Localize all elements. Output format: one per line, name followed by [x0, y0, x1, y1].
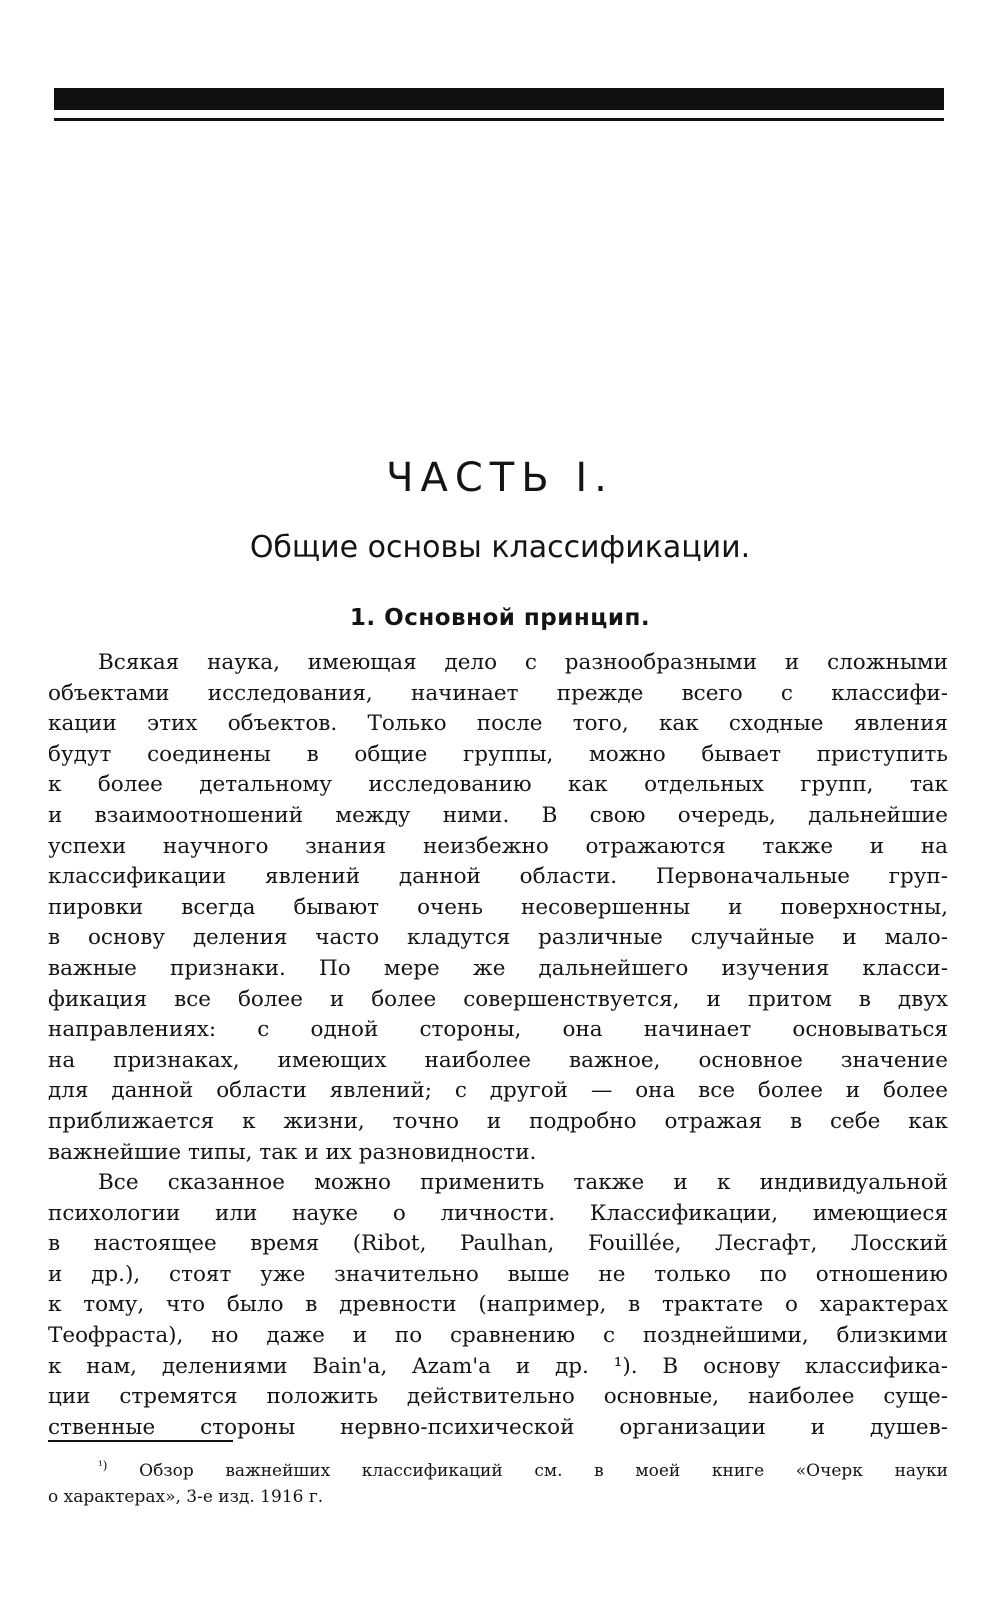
paragraph-line: ственные стороны нервно-психической организации и душев- [48, 1414, 948, 1440]
paragraph-line: к тому, что было в древности (например, в трактате о характерах [48, 1292, 948, 1318]
paragraph-line: классификации явлений данной области. Первоначальные груп- [48, 864, 948, 890]
paragraph-line: Теофраста), но даже и по сравнению с позднейшими, близкими [48, 1323, 948, 1349]
footnote-line: о характерах», 3-е изд. 1916 г. [48, 1487, 324, 1507]
paragraph-line: важнейшие типы, так и их разновидности. [48, 1139, 537, 1165]
body-text [48, 648, 948, 1443]
paragraph-1 [48, 648, 948, 1168]
footnote [48, 1458, 948, 1510]
paragraph-line: важные признаки. По мере же дальнейшего изучения класси- [48, 955, 948, 981]
paragraph-line: и др.), стоят уже значительно выше не только по отношению [48, 1261, 948, 1287]
part-title: ЧАСТЬ I. [386, 455, 614, 501]
footnote-text: Обзор важнейших классификаций см. в моей книге «Очерк науки [139, 1461, 948, 1481]
paragraph-line: успехи научного знания неизбежно отражаются также и на [48, 833, 948, 859]
footnote-divider [48, 1440, 233, 1442]
paragraph-line: к более детальному исследованию как отдельных групп, так [48, 772, 948, 798]
paragraph-line: к нам, делениями Bain'a, Azam'a и др. ¹). В основу классифика- [48, 1353, 948, 1379]
paragraph-line: кации этих объектов. Только после того, как сходные явления [48, 711, 948, 737]
paragraph-line: Все сказанное можно применить также и к индивидуальной [98, 1170, 948, 1196]
paragraph-line: пировки всегда бывают очень несовершенны и поверхностны, [48, 894, 948, 920]
paragraph-line: психологии или науке о личности. Классификации, имеющиеся [48, 1200, 948, 1226]
header-thin-rule [54, 118, 944, 121]
paragraph-line: фикация все более и более совершенствуется, и притом в двух [48, 986, 948, 1012]
paragraph-line: будут соединены в общие группы, можно бывает приступить [48, 741, 948, 767]
paragraph-line: для данной области явлений; с другой — она все более и более [48, 1078, 948, 1104]
paragraph-line: объектами исследования, начинает прежде всего с классифи- [48, 680, 948, 706]
paragraph-line: Всякая наука, имеющая дело с разнообразными и сложными [98, 650, 948, 675]
paragraph-line: приближается к жизни, точно и подробно отражая в себе как [48, 1108, 948, 1134]
paragraph-line: в настоящее время (Ribot, Paulhan, Fouillée, Лесгафт, Лосский [48, 1231, 948, 1257]
section-title: Общие основы классификации. [249, 530, 751, 565]
header-thick-rule [54, 88, 944, 110]
subsection-title: 1. Основной принцип. [349, 605, 651, 631]
paragraph-line: направлениях: с одной стороны, она начинает основываться [48, 1017, 948, 1043]
paragraph-2 [48, 1168, 948, 1443]
paragraph-line: на признаках, имеющих наиболее важное, основное значение [48, 1047, 948, 1073]
footnote-marker: ¹) [98, 1458, 108, 1473]
paragraph-line: и взаимоотношений между ними. В свою очередь, дальнейшие [48, 802, 948, 828]
paragraph-line: в основу деления часто кладутся различные случайные и мало- [48, 925, 948, 951]
paragraph-line: ции стремятся положить действительно основные, наиболее суще- [48, 1384, 948, 1410]
footnote-line [48, 1458, 948, 1484]
